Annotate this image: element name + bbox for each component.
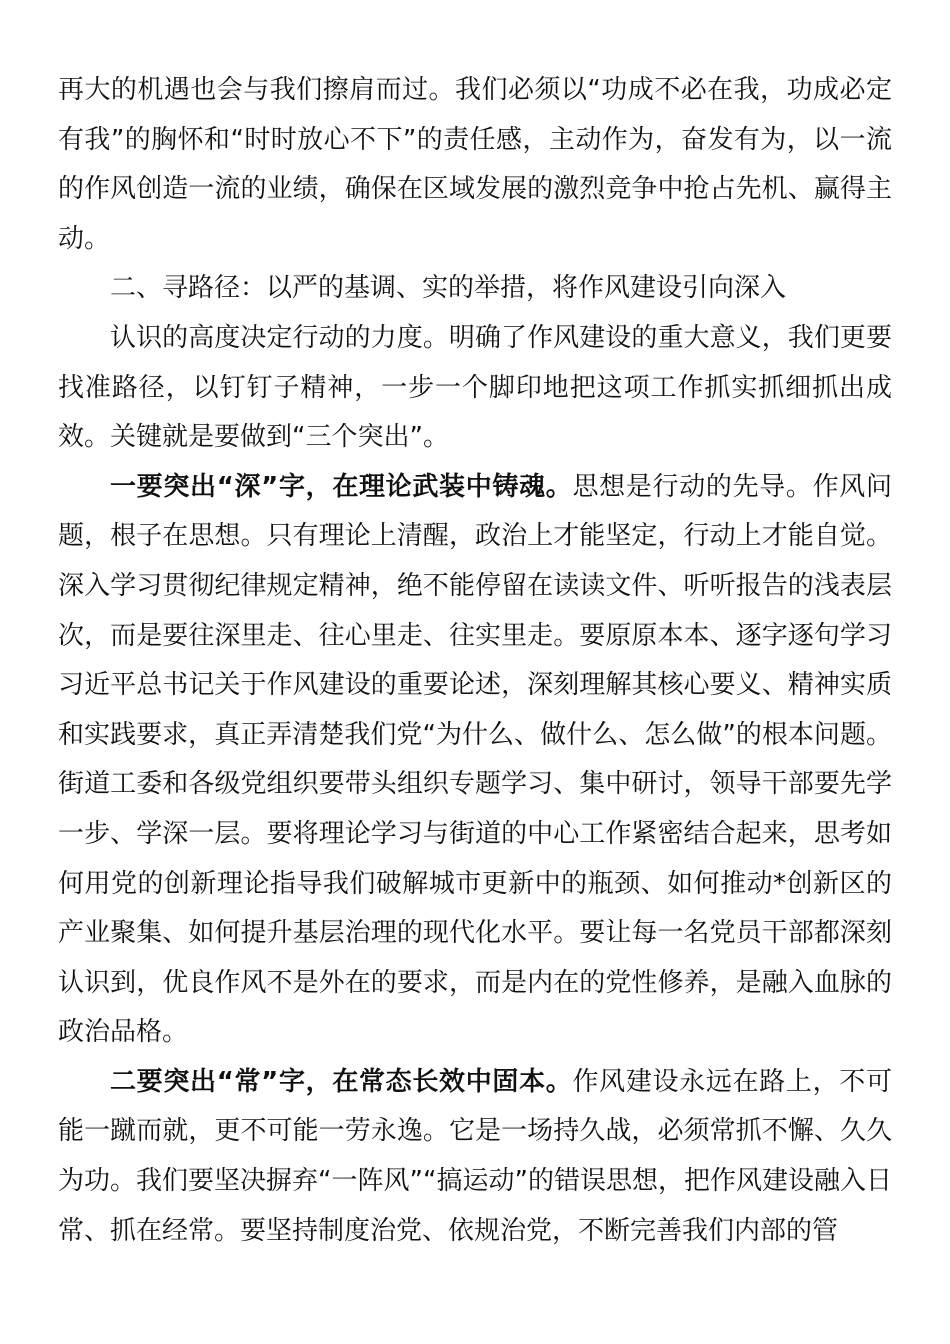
paragraph-highlight-deep — [58, 463, 892, 1058]
document-page — [58, 66, 892, 1256]
paragraph-text: 认识的高度决定行动的力度。明确了作风建设的重大意义，我们更要找准路径，以钉钉子精神，一步一个脚印地把这项工作抓实抓细抓出成效。关键就是要做到“三个突出”。 — [58, 322, 892, 453]
paragraph-text: 再大的机遇也会与我们擦肩而过。我们必须以“功成不必在我，功成必定有我”的胸怀和“时时放心不下”的责任感，主动作为，奋发有为，以一流的作风创造一流的业绩，确保在区域发展的激烈竞争中抢占先机、赢得主动。 — [58, 75, 892, 254]
section-heading-text: 二、寻路径：以严的基调、实的举措，将作风建设引向深入 — [110, 273, 787, 304]
paragraph-three-highlights-intro — [58, 314, 892, 463]
section-heading-find-path — [58, 264, 892, 314]
paragraph-opportunity-continuation — [58, 66, 892, 264]
paragraph-bold-lead: 一要突出“深”字，在理论武装中铸魂。 — [110, 471, 573, 502]
paragraph-bold-lead: 二要突出“常”字，在常态长效中固本。 — [110, 1066, 573, 1097]
paragraph-highlight-constant — [58, 1058, 892, 1256]
paragraph-text: 作风建设永远在路上，不可能一蹴而就，更不可能一劳永逸。它是一场持久战，必须常抓不懈、久久为功。我们要坚决摒弃“一阵风”“搞运动”的错误思想，把作风建设融入日常、抓在经常。要坚持制度治党、依规治党，不断完善我们内部的管 — [58, 1066, 892, 1246]
paragraph-text: 思想是行动的先导。作风问题，根子在思想。只有理论上清醒，政治上才能坚定，行动上才能自觉。深入学习贯彻纪律规定精神，绝不能停留在读读文件、听听报告的浅表层次，而是要往深里走、往心里走、往实里走。要原原本本、逐字逐句学习习近平总书记关于作风建设的重要论述，深刻理解其核心要义、精神实质和实践要求，真正弄清楚我们党“为什么、做什么、怎么做”的根本问题。街道工委和各级党组织要带头组织专题学习、集中研讨，领导干部要先学一步、学深一层。要将理论学习与街道的中心工作紧密结合起来，思考如何用党的创新理论指导我们破解城市更新中的瓶颈、如何推动*创新区的产业聚集、如何提升基层治理的现代化水平。要让每一名党员干部都深刻认识到，优良作风不是外在的要求，而是内在的党性修养，是融入血脉的政治品格。 — [58, 471, 892, 1048]
